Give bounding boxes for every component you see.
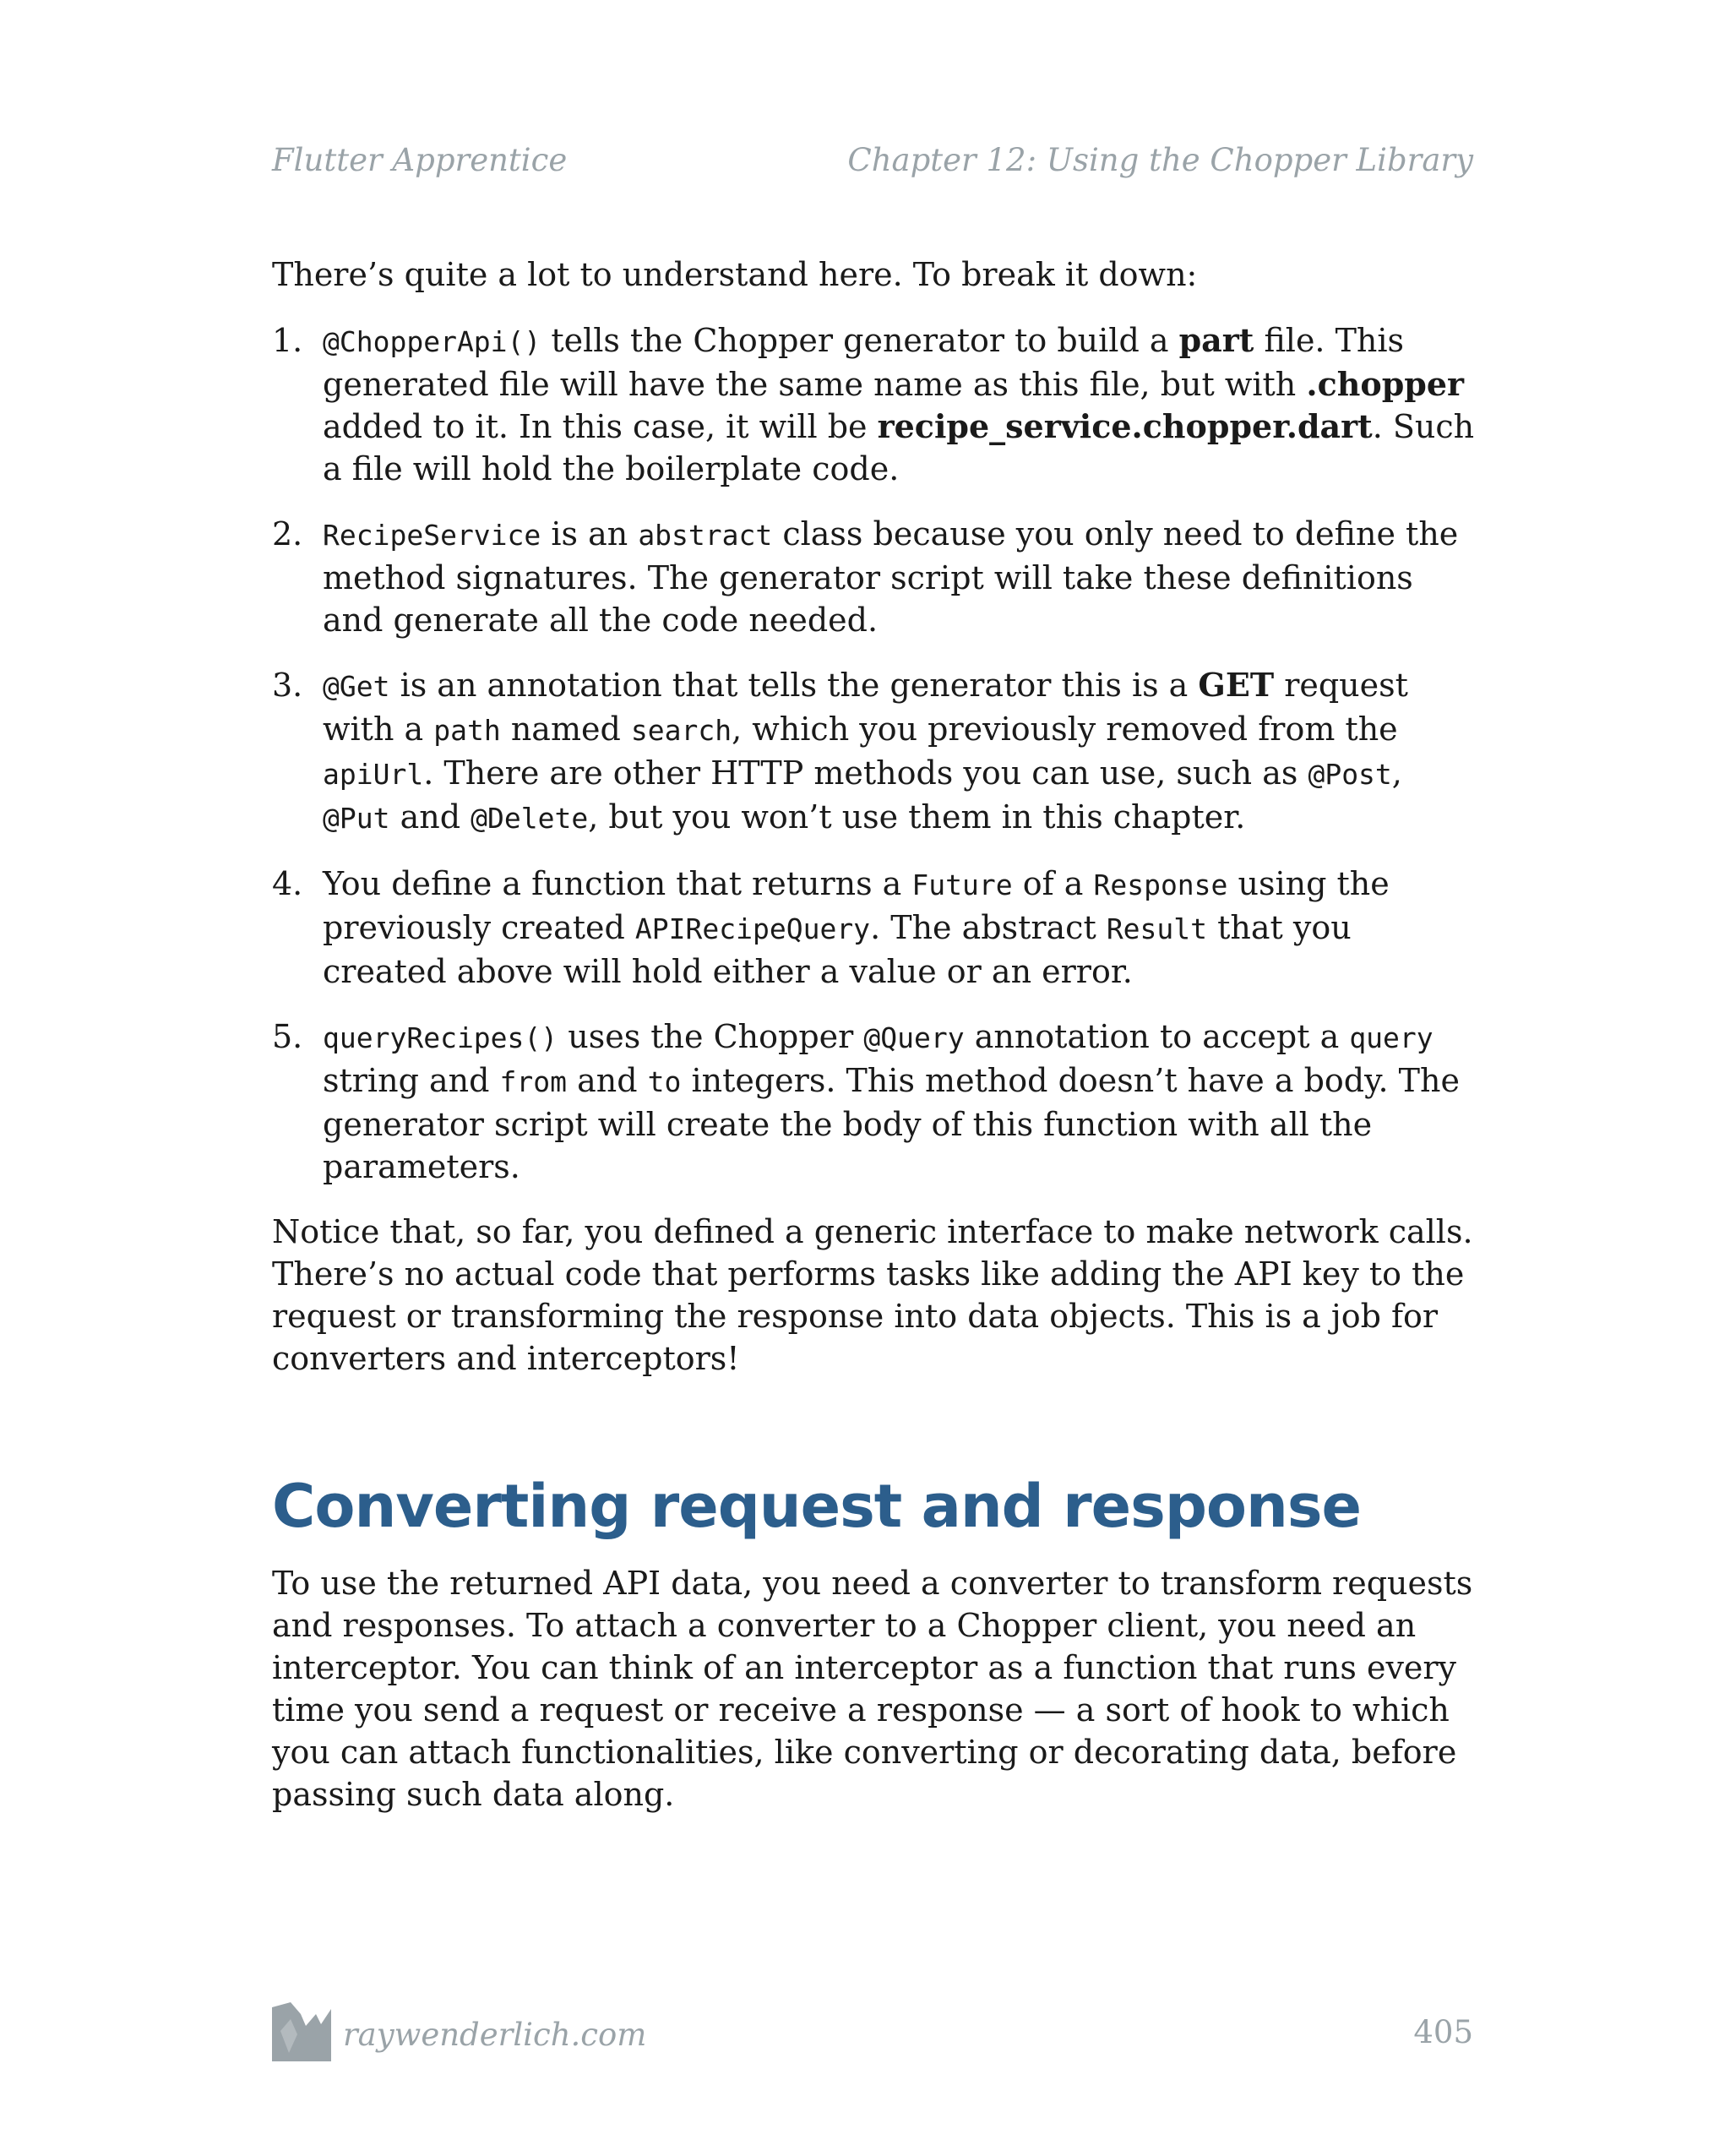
footer-site-link[interactable]: raywenderlich.com (343, 2017, 647, 2053)
text-run: string and (323, 1062, 500, 1099)
inline-code: @Delete (471, 802, 589, 835)
inline-code: @Get (323, 670, 390, 703)
rw-logo-icon (272, 2002, 331, 2061)
inline-code: Result (1106, 912, 1208, 945)
text-run: . There are other HTTP methods you can use, such as (423, 754, 1308, 792)
list-item (272, 513, 1475, 641)
list-item-number: 4. (272, 865, 303, 902)
inline-code: apiUrl (323, 758, 424, 791)
list-item-number: 5. (272, 1018, 303, 1055)
section-heading: Converting request and response (272, 1472, 1361, 1541)
bold-text: recipe_service.chopper.dart (877, 407, 1373, 445)
inline-code: from (499, 1065, 567, 1098)
text-run: file. This generated file will have the same name as this file, but with (323, 322, 1405, 403)
inline-code: RecipeService (323, 519, 541, 552)
inline-code: Future (911, 868, 1013, 901)
inline-code: Response (1093, 868, 1228, 901)
inline-code: @ChopperApi() (323, 325, 541, 358)
text-run: using the previously created (323, 865, 1390, 946)
list-item (272, 1015, 1475, 1188)
text-run: and (389, 798, 471, 836)
text-run: tells the Chopper generator to build a (541, 322, 1179, 359)
text-run: is an (541, 515, 639, 553)
inline-code: @Query (863, 1021, 965, 1054)
text-run: named (500, 710, 631, 748)
inline-code: queryRecipes() (323, 1021, 558, 1054)
inline-code: search (630, 714, 732, 747)
text-run: You define a function that returns a (323, 865, 912, 902)
list-item (272, 863, 1475, 993)
page-number: 405 (1413, 2014, 1473, 2050)
text-run: uses the Chopper (558, 1018, 864, 1055)
inline-code: APIRecipeQuery (634, 912, 871, 945)
text-run: added to it. In this case, it will be (323, 408, 878, 445)
list-item-number: 1. (272, 322, 303, 359)
inline-code: abstract (638, 519, 773, 552)
inline-code: @Post (1308, 758, 1392, 791)
text-run: , which you previously removed from the (732, 710, 1398, 748)
inline-code: query (1349, 1021, 1434, 1054)
text-run: request with a (323, 667, 1408, 748)
list-item (272, 319, 1475, 490)
bold-text: GET (1198, 666, 1275, 704)
inline-code: @Put (323, 802, 390, 835)
list-item (272, 664, 1475, 840)
list-item-text (323, 865, 1390, 990)
text-run: is an annotation that tells the generator this is a (389, 667, 1199, 704)
text-run: and (567, 1062, 648, 1099)
text-run: class because you only need to define the method signatures. The generator script will take these definitions and generate all the code needed. (323, 515, 1459, 639)
text-run: that you created above will hold either a value or an error. (323, 909, 1352, 990)
text-run: integers. This method doesn’t have a body. The generator script will create the body of this function with all the parameters. (323, 1062, 1460, 1185)
bold-text: part (1178, 321, 1254, 359)
intro-paragraph: There’s quite a lot to understand here. To break it down: (272, 256, 1198, 293)
section-paragraph: To use the returned API data, you need a converter to transform requests and responses. To attach a converter to a Chopper client, you need an interceptor. You can think of an interceptor as a function that runs every time you send a request or receive a response — a sort of hook to which you can attach functionalities, like converting or decorating data, before passing such data along. (272, 1565, 1473, 1813)
notice-paragraph: Notice that, so far, you defined a generic interface to make network calls. There’s no actual code that performs tasks like adding the API key to the request or transforming the response into data objects. This is a job for converters and interceptors! (272, 1213, 1473, 1377)
text-run: of a (1012, 865, 1094, 902)
steps-list (272, 319, 1475, 1188)
text-run: annotation to accept a (964, 1018, 1350, 1055)
list-item-text (323, 515, 1458, 639)
list-item-number: 2. (272, 515, 303, 553)
list-item-text (323, 322, 1474, 487)
text-run: , (1391, 754, 1402, 792)
chapter-title: Chapter 12: Using the Chopper Library (847, 142, 1473, 178)
text-run: , but you won’t use them in this chapter. (588, 798, 1246, 836)
page-header (272, 142, 1473, 178)
inline-code: path (433, 714, 501, 747)
list-item-text (323, 667, 1408, 836)
list-item-number: 3. (272, 667, 303, 704)
book-title: Flutter Apprentice (272, 142, 568, 178)
inline-code: to (647, 1065, 682, 1098)
list-item-text (323, 1018, 1460, 1185)
text-run: . The abstract (870, 909, 1107, 946)
bold-text: .chopper (1306, 365, 1465, 403)
page-content (272, 253, 1475, 1816)
text-run: . Such a file will hold the boilerplate code. (323, 408, 1475, 487)
